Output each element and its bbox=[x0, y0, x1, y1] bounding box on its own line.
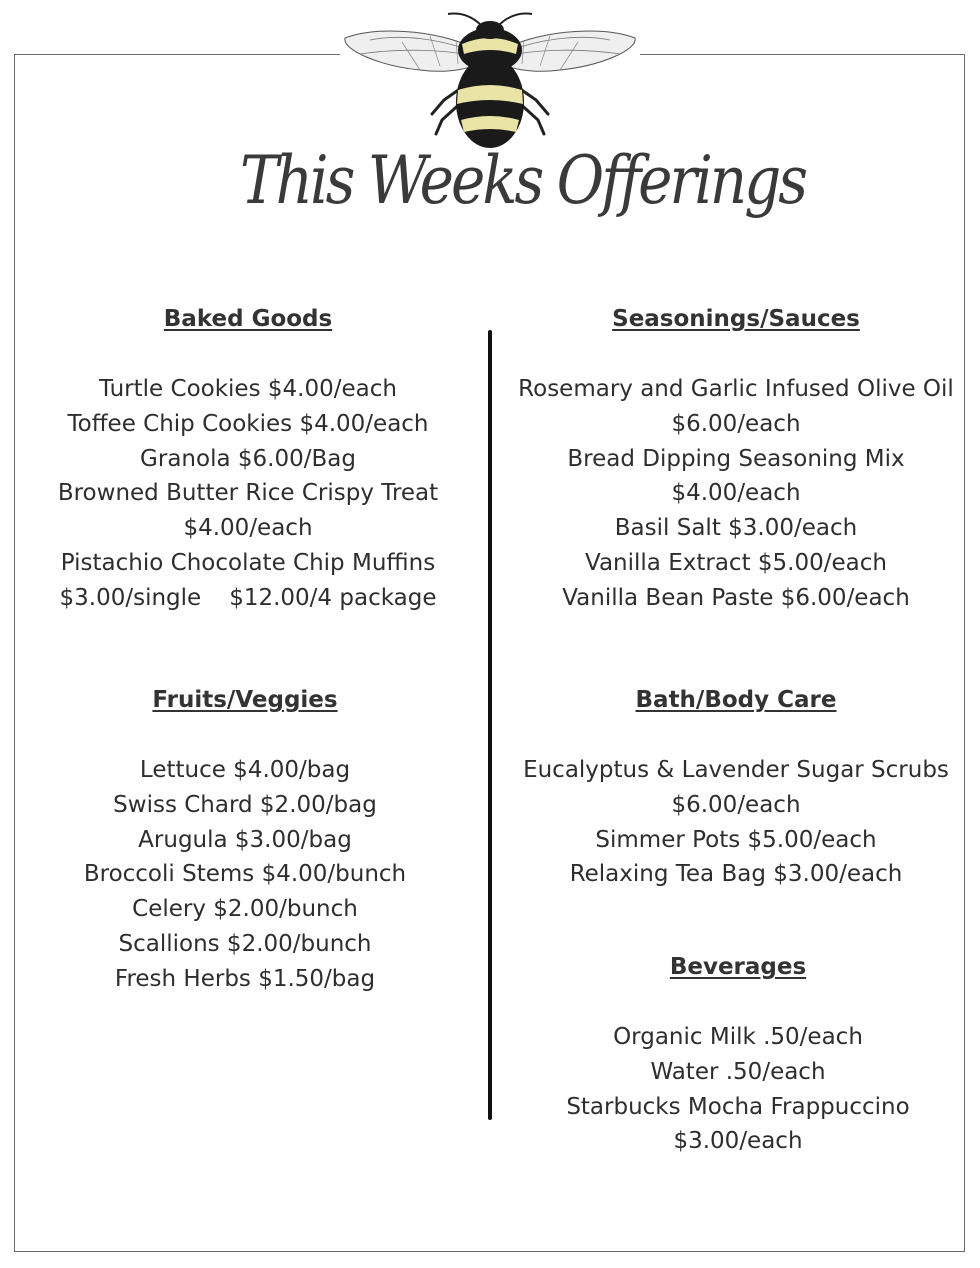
list-item: $4.00/each bbox=[671, 480, 801, 507]
list-item: Fresh Herbs $1.50/bag bbox=[114, 965, 376, 992]
list-item: $4.00/each bbox=[183, 515, 313, 542]
section-bath-body-care bbox=[500, 683, 972, 892]
page-title: This Weeks Offerings bbox=[240, 140, 806, 220]
list-item: Eucalyptus & Lavender Sugar Scrubs bbox=[523, 757, 949, 783]
list-item: Water .50/each bbox=[650, 1058, 826, 1085]
list-item: Arugula $3.00/bag bbox=[138, 826, 352, 853]
list-item: Basil Salt $3.00/each bbox=[614, 515, 858, 542]
section-beverages bbox=[500, 950, 976, 1159]
list-item: Scallions $2.00/bunch bbox=[118, 930, 372, 957]
muffin-single-price: $3.00/single bbox=[59, 584, 202, 611]
section-heading: Baked Goods bbox=[163, 306, 333, 332]
muffin-package-price: $12.00/4 package bbox=[229, 584, 437, 611]
list-item: Vanilla Bean Paste $6.00/each bbox=[562, 584, 910, 611]
list-item: Swiss Chard $2.00/bag bbox=[113, 791, 377, 818]
list-item: Relaxing Tea Bag $3.00/each bbox=[569, 861, 903, 888]
section-heading: Fruits/Veggies bbox=[152, 687, 338, 713]
list-item: Browned Butter Rice Crispy Treat bbox=[57, 480, 439, 507]
list-item: Starbucks Mocha Frappuccino bbox=[566, 1093, 910, 1120]
list-item: Granola $6.00/Bag bbox=[140, 445, 356, 472]
section-heading: Seasonings/Sauces bbox=[612, 306, 860, 332]
list-item: Pistachio Chocolate Chip Muffins bbox=[60, 549, 436, 576]
list-item: Broccoli Stems $4.00/bunch bbox=[83, 861, 407, 888]
section-fruits-veggies bbox=[10, 683, 480, 997]
column-divider bbox=[488, 330, 492, 1120]
list-item: Turtle Cookies $4.00/each bbox=[99, 376, 397, 402]
section-baked-goods bbox=[10, 302, 486, 616]
list-item: $6.00/each bbox=[671, 791, 801, 818]
list-item: $3.00/each bbox=[673, 1128, 803, 1155]
list-item: Bread Dipping Seasoning Mix bbox=[567, 445, 905, 472]
list-item: Toffee Chip Cookies $4.00/each bbox=[67, 410, 429, 437]
section-heading: Bath/Body Care bbox=[635, 687, 837, 713]
list-item: Lettuce $4.00/bag bbox=[139, 757, 351, 783]
list-item: Vanilla Extract $5.00/each bbox=[585, 549, 887, 576]
section-seasonings-sauces bbox=[500, 302, 972, 616]
list-item: $6.00/each bbox=[671, 410, 801, 437]
list-item: Simmer Pots $5.00/each bbox=[595, 826, 877, 853]
list-item: Celery $2.00/bunch bbox=[132, 896, 358, 923]
list-item: Organic Milk .50/each bbox=[613, 1024, 863, 1050]
list-item bbox=[10, 581, 486, 616]
section-heading: Beverages bbox=[669, 954, 807, 980]
list-item: Rosemary and Garlic Infused Olive Oil bbox=[518, 376, 954, 402]
